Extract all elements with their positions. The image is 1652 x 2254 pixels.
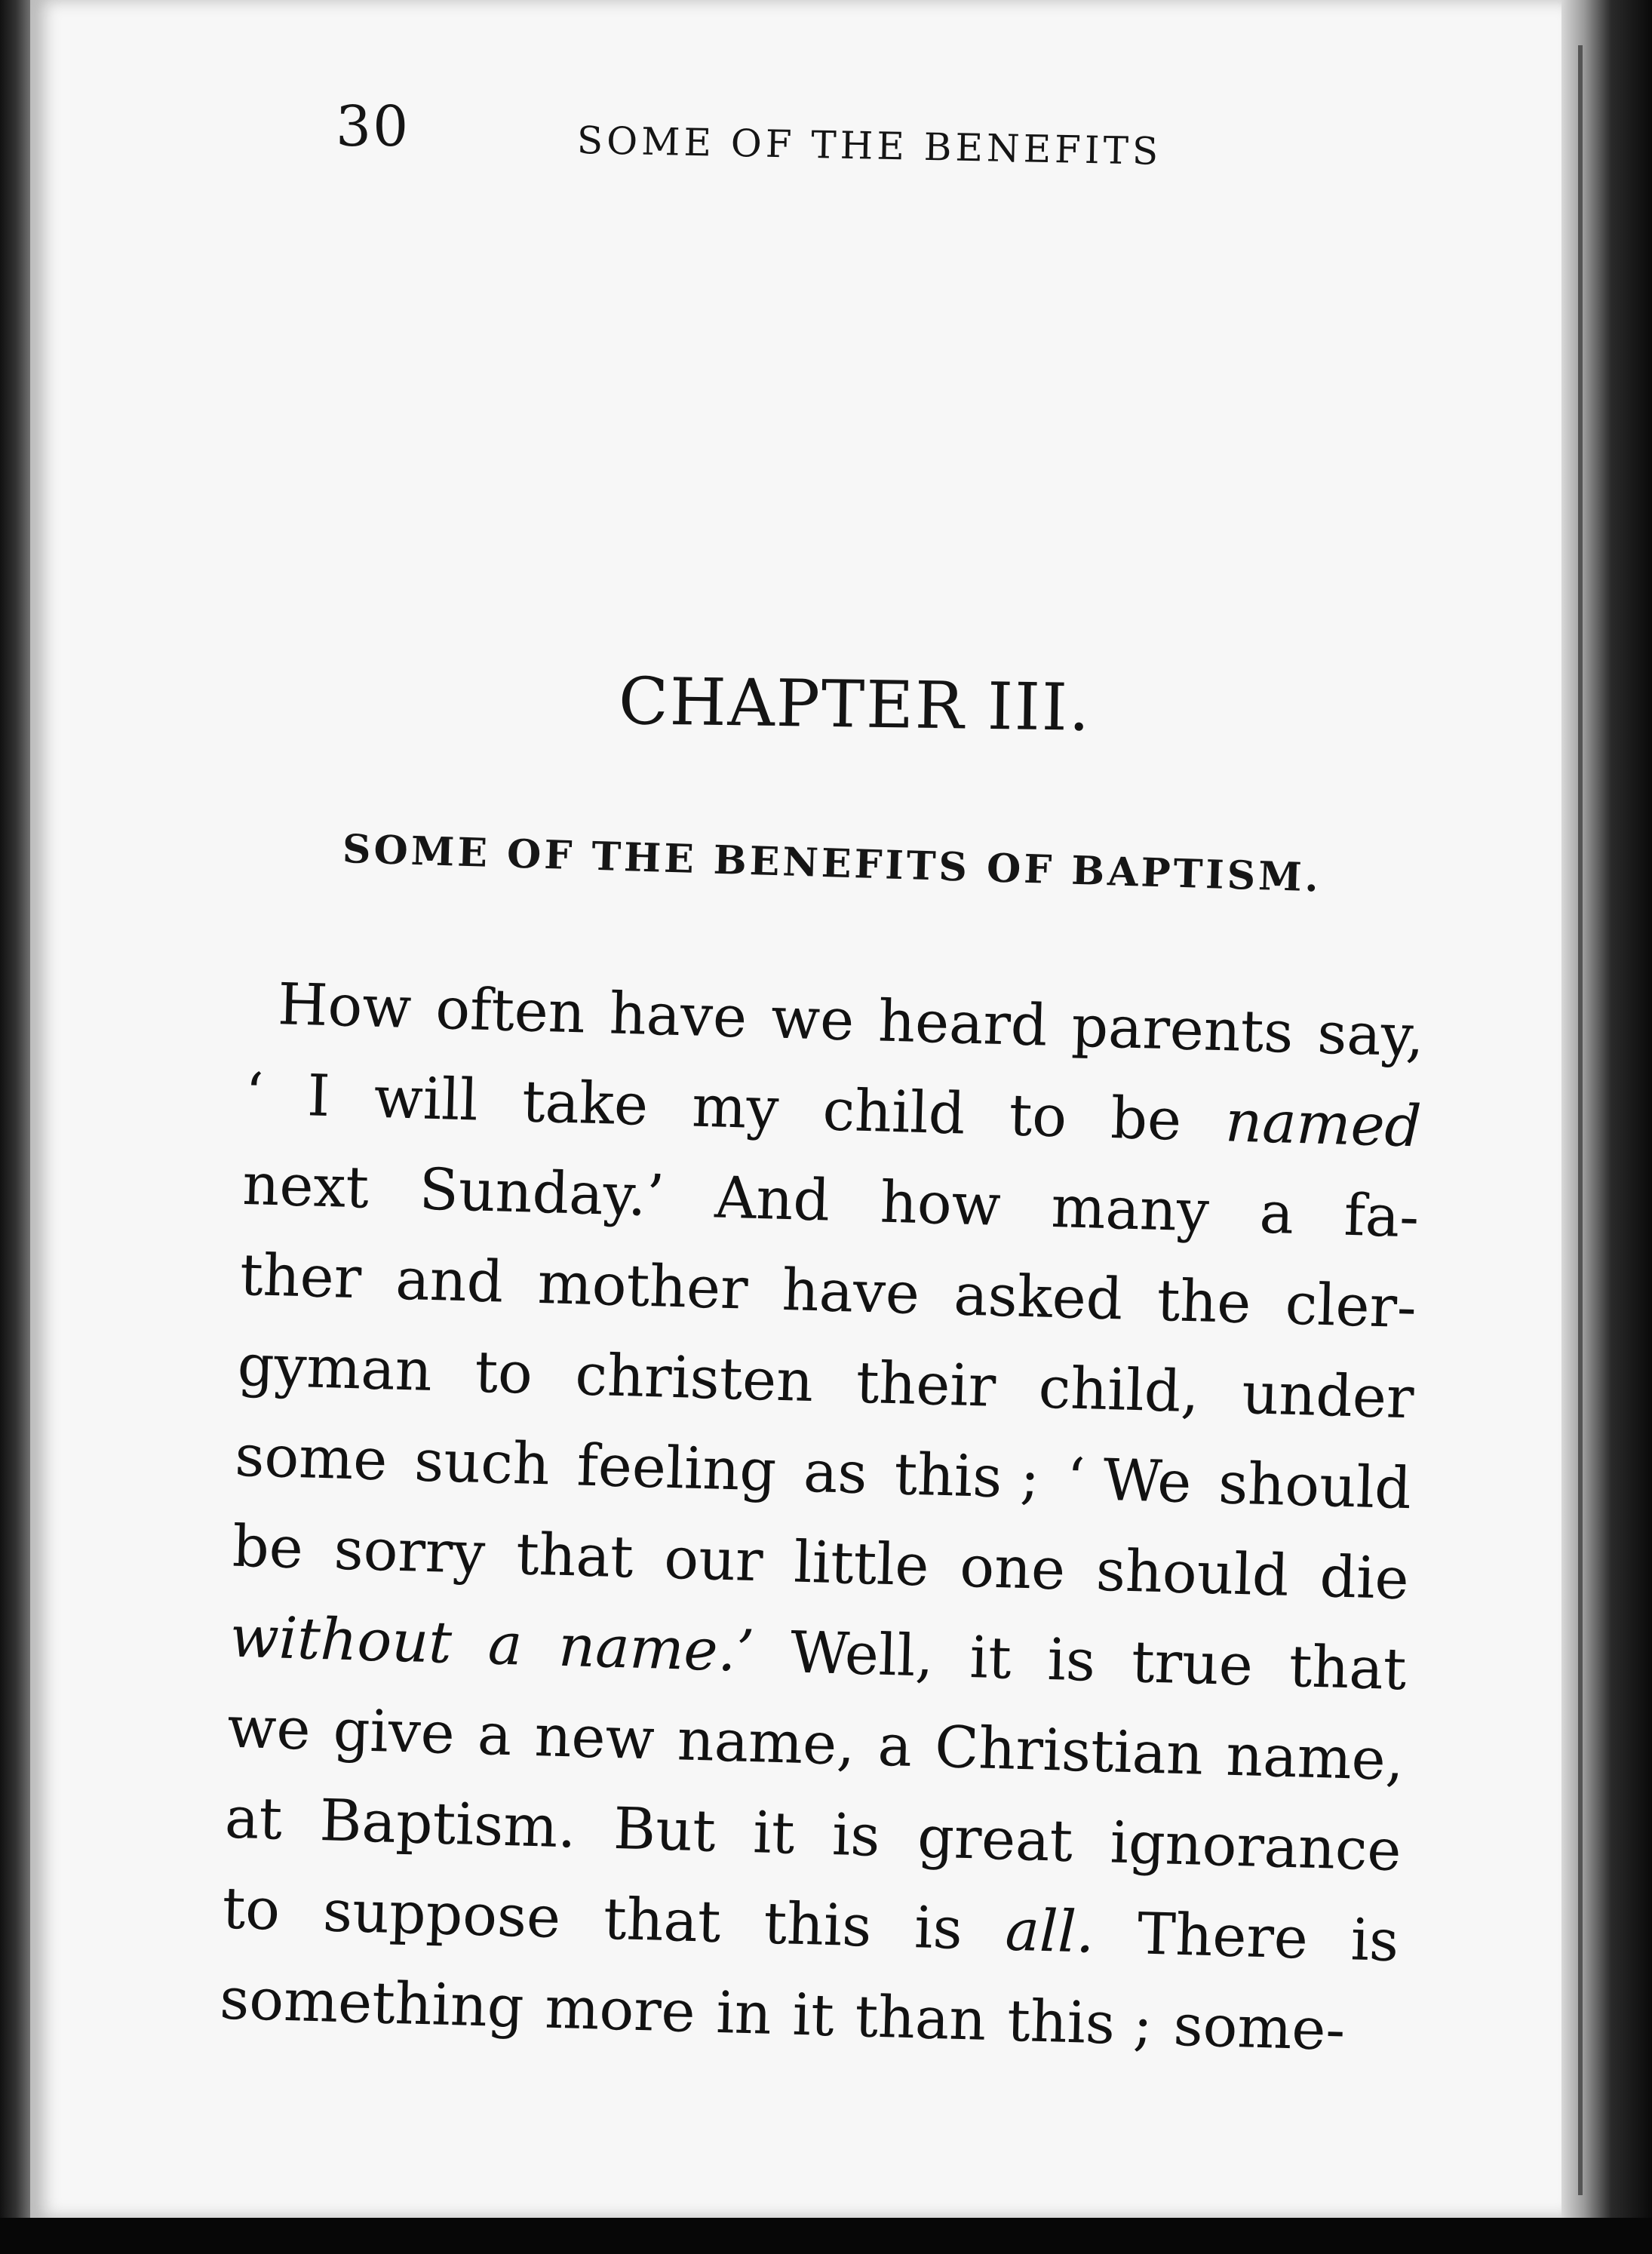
running-title: SOME OF THE BENEFITS [576, 118, 1162, 174]
word: our [663, 1524, 764, 1595]
word: be [231, 1512, 305, 1582]
word: fa- [1343, 1181, 1420, 1251]
word: have [781, 1255, 921, 1327]
page-edge [1561, 0, 1652, 2254]
word: have [608, 979, 748, 1051]
word: feeling [576, 1431, 778, 1504]
word: and [395, 1245, 505, 1316]
word: a [1258, 1178, 1295, 1247]
running-head [336, 94, 1279, 174]
word: to [1008, 1081, 1068, 1150]
body-text [219, 958, 1426, 2077]
word: ‘ We [1065, 1445, 1193, 1516]
word: how [879, 1168, 1002, 1239]
word: this [763, 1889, 873, 1960]
word: be [1110, 1083, 1183, 1153]
word: Sunday.’ [418, 1155, 666, 1230]
word: this ; [1006, 1986, 1154, 2058]
word: is [914, 1893, 963, 1962]
word: under [1241, 1359, 1415, 1432]
word: a [877, 1711, 914, 1780]
word: And [714, 1163, 831, 1234]
word: as [802, 1437, 868, 1507]
word: sorry [333, 1515, 487, 1587]
word: without [229, 1602, 453, 1676]
word: this ; [893, 1440, 1041, 1512]
word: die [1319, 1542, 1410, 1613]
word: But [613, 1794, 717, 1865]
word: suppose [321, 1877, 562, 1952]
word: a [487, 1610, 524, 1678]
word: name, [676, 1706, 856, 1778]
word: should [1095, 1536, 1290, 1609]
word: is [831, 1801, 881, 1869]
word: my [691, 1072, 780, 1142]
word: it [969, 1623, 1012, 1692]
page-number: 30 [336, 94, 410, 159]
word: many [1050, 1172, 1211, 1245]
word: mother [536, 1248, 749, 1322]
word: next [241, 1150, 370, 1221]
word: often [434, 974, 587, 1046]
word: some- [1172, 1991, 1346, 2064]
word: great [917, 1803, 1074, 1875]
chapter-title: CHAPTER III. [618, 664, 1092, 746]
word: will [373, 1063, 480, 1134]
word: I [306, 1061, 331, 1130]
word: child, [1037, 1353, 1200, 1426]
word: little [793, 1528, 930, 1599]
word: one [959, 1532, 1067, 1603]
page-edge-line [1578, 45, 1583, 2195]
word: heard [877, 987, 1049, 1059]
word: How [277, 970, 413, 1042]
word: is [1350, 1905, 1400, 1975]
word: to [221, 1874, 281, 1943]
word: we [769, 984, 855, 1054]
word: named [1224, 1087, 1423, 1160]
word: all. [1004, 1896, 1096, 1966]
word: is [1046, 1625, 1097, 1694]
book-page [30, 0, 1561, 2218]
word: ‘ [244, 1059, 265, 1128]
word: we [226, 1693, 312, 1763]
word: the [1156, 1266, 1252, 1337]
word: take [520, 1067, 649, 1138]
word: ignorance [1109, 1808, 1402, 1884]
word: that [1288, 1632, 1408, 1703]
word: Well, [789, 1618, 935, 1690]
word: Baptism. [318, 1786, 577, 1861]
word: their [855, 1348, 997, 1420]
word: christen [574, 1340, 815, 1415]
word: it [791, 1980, 835, 2050]
word: that [514, 1520, 634, 1591]
word: than [854, 1982, 987, 2053]
word: new [533, 1701, 656, 1773]
word: say, [1316, 999, 1425, 1070]
word: such [413, 1426, 551, 1498]
word: ther [239, 1240, 363, 1312]
word: that [602, 1884, 722, 1955]
word: it [752, 1798, 796, 1867]
word: something [219, 1964, 525, 2041]
chapter-subtitle: SOME OF THE BENEFITS OF BAPTISM. [342, 826, 1322, 901]
scan-border [0, 2218, 1652, 2254]
word: gyman [236, 1331, 434, 1404]
word: name.’ [557, 1611, 756, 1685]
word: to [474, 1337, 534, 1407]
word: Christian [934, 1712, 1205, 1788]
word: name, [1225, 1721, 1405, 1794]
word: give [332, 1696, 456, 1767]
word: a [476, 1700, 513, 1769]
word: parents [1070, 992, 1294, 1066]
word: asked [953, 1261, 1124, 1333]
word: should [1218, 1449, 1413, 1522]
word: in [715, 1978, 773, 2047]
word: There [1136, 1899, 1310, 1972]
word: cler- [1284, 1270, 1417, 1341]
word: true [1130, 1628, 1254, 1699]
word: some [234, 1421, 388, 1494]
word: child [821, 1076, 966, 1147]
word: at [223, 1783, 284, 1853]
word: more [544, 1973, 696, 2046]
